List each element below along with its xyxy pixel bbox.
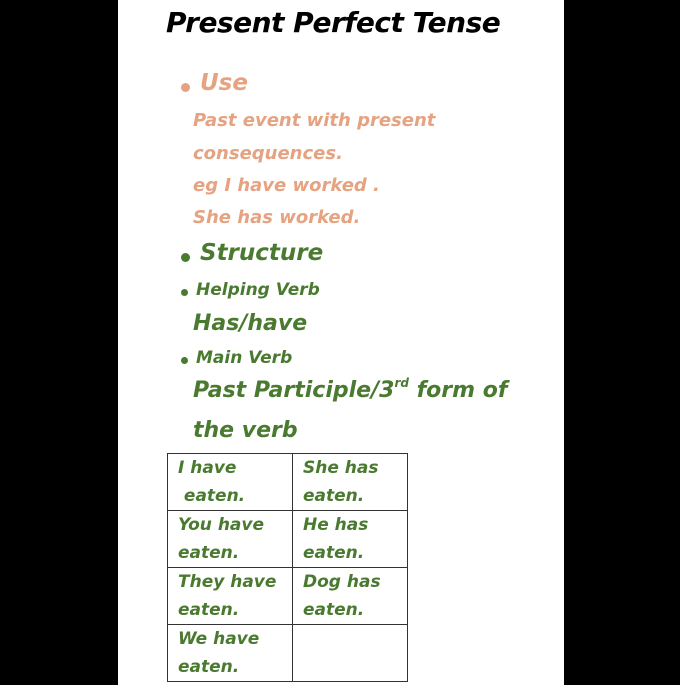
table-cell (293, 625, 408, 682)
table-cell (293, 568, 408, 625)
use-bullet-icon (181, 83, 190, 92)
use-heading: Use (200, 70, 248, 96)
helping-verb-label: Helping Verb (196, 280, 320, 300)
main-verb-value (193, 378, 507, 403)
cell-line-2: eaten. (303, 486, 365, 506)
main-verb-value-part1: Past Participle/3 (193, 378, 395, 403)
cell-line-2: eaten. (178, 486, 246, 506)
cell-line-1: She has (303, 458, 379, 478)
table-cell (168, 454, 293, 511)
structure-bullet-icon (181, 253, 190, 262)
main-verb-value-line2: the verb (193, 418, 298, 443)
table-cell (168, 625, 293, 682)
cell-line-2: eaten. (303, 600, 365, 620)
helping-verb-bullet-icon (181, 289, 188, 296)
cell-line-1: You have (178, 515, 265, 535)
structure-heading: Structure (200, 240, 324, 266)
use-line-1: Past event with present (193, 110, 436, 131)
slide-page (118, 0, 564, 685)
table-row (168, 454, 408, 511)
main-verb-label: Main Verb (196, 348, 293, 368)
table-row (168, 625, 408, 682)
cell-line-1: He has (303, 515, 369, 535)
cell-line-2: eaten. (178, 543, 240, 563)
cell-line-1: They have (178, 572, 277, 592)
examples-table (167, 453, 408, 682)
cell-line-1: We have (178, 629, 260, 649)
use-line-2: consequences. (193, 143, 343, 164)
table-row (168, 568, 408, 625)
main-verb-value-sup: rd (394, 376, 409, 390)
cell-line-2: eaten. (178, 600, 240, 620)
cell-line-2: eaten. (303, 543, 365, 563)
page-title: Present Perfect Tense (166, 6, 501, 39)
table-cell (293, 454, 408, 511)
use-line-4: She has worked. (193, 207, 361, 228)
use-line-3: eg I have worked . (193, 175, 380, 196)
main-verb-bullet-icon (181, 357, 188, 364)
cell-line-1: Dog has (303, 572, 381, 592)
main-verb-value-part2: form of (408, 378, 508, 403)
table-row (168, 511, 408, 568)
table-cell (293, 511, 408, 568)
cell-line-2: eaten. (178, 657, 240, 677)
table-cell (168, 511, 293, 568)
table-cell (168, 568, 293, 625)
cell-line-1: I have (178, 458, 237, 478)
helping-verb-value: Has/have (193, 311, 308, 336)
